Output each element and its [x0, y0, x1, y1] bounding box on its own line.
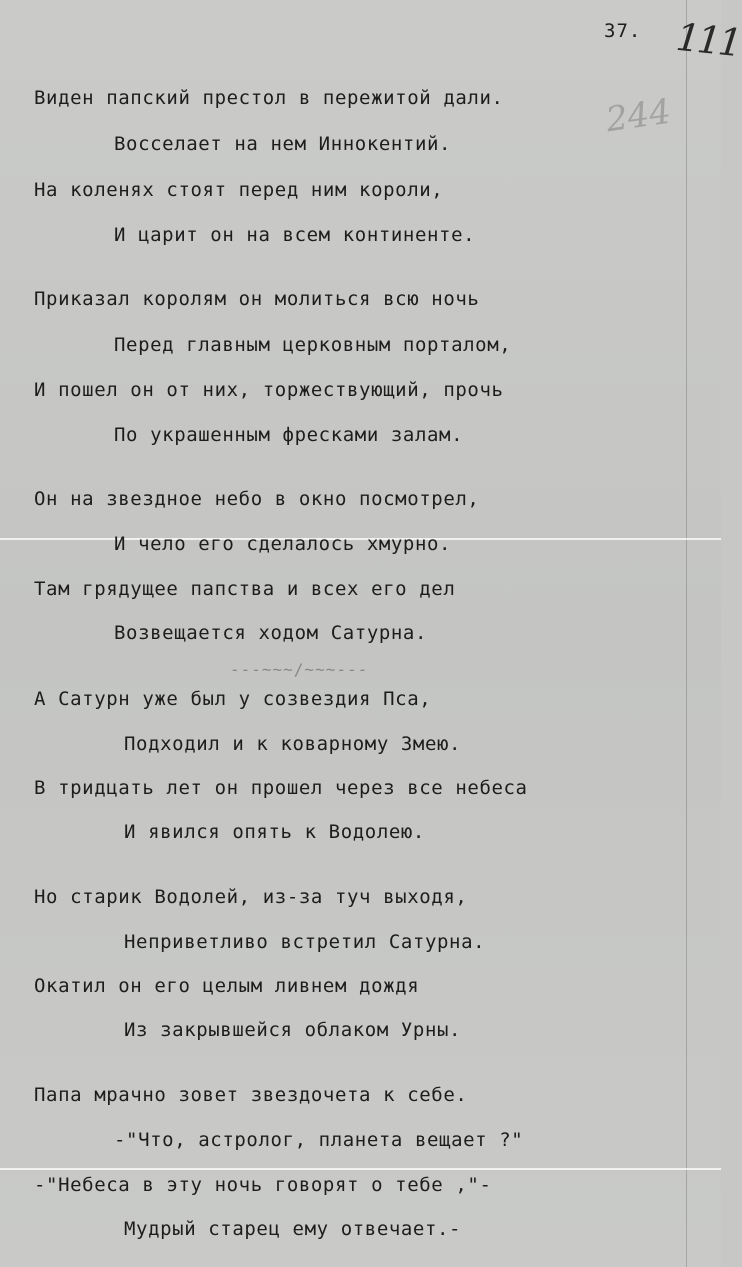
- poem-line: Окатил он его целым ливнем дождя: [34, 975, 420, 997]
- page-number: 37.: [604, 20, 642, 42]
- archive-mark-faint: 244: [603, 91, 674, 141]
- poem-line: И пошел он от них, торжествующий, прочь: [34, 379, 504, 401]
- stanza-divider: ---~~~/~~~---: [230, 660, 369, 679]
- poem-line: -"Небеса в эту ночь говорят о тебе ,"-: [34, 1174, 492, 1196]
- poem-line: Он на звездное небо в окно посмотрел,: [34, 488, 480, 510]
- poem-line: В тридцать лет он прошел через все небеса: [34, 777, 528, 799]
- poem-line: Папа мрачно зовет звездочета к себе.: [34, 1084, 468, 1106]
- poem-line: Подходил и к коварному Змею.: [124, 733, 462, 755]
- poem-line: -"Что, астролог, планета вещает ?": [114, 1129, 524, 1151]
- poem-line: Неприветливо встретил Сатурна.: [124, 931, 486, 953]
- poem-line: По украшенным фресками залам.: [114, 424, 464, 446]
- scan-artifact-line: [0, 1168, 721, 1170]
- poem-line: Возвещается ходом Сатурна.: [114, 622, 428, 644]
- poem-line: Мудрый старец ему отвечает.-: [124, 1218, 462, 1240]
- poem-line: На коленях стоят перед ним короли,: [34, 179, 444, 201]
- poem-line: А Сатурн уже был у созвездия Пса,: [34, 688, 432, 710]
- poem-line: И явился опять к Водолею.: [124, 821, 425, 843]
- poem-line: И чело его сделалось хмурно.: [114, 533, 452, 555]
- folio-number-handwritten: 111: [673, 14, 742, 66]
- poem-line: Виден папский престол в пережитой дали.: [34, 87, 504, 109]
- poem-line: Приказал королям он молиться всю ночь: [34, 288, 480, 310]
- poem-line: И царит он на всем континенте.: [114, 224, 476, 246]
- poem-line: Перед главным церковным порталом,: [114, 334, 512, 356]
- poem-line: Но старик Водолей, из-за туч выходя,: [34, 886, 468, 908]
- poem-line: Там грядущее папства и всех его дел: [34, 578, 456, 600]
- poem-line: Восселает на нем Иннокентий.: [114, 133, 452, 155]
- scan-edge: [686, 0, 687, 1267]
- poem-line: Из закрывшейся облаком Урны.: [124, 1019, 462, 1041]
